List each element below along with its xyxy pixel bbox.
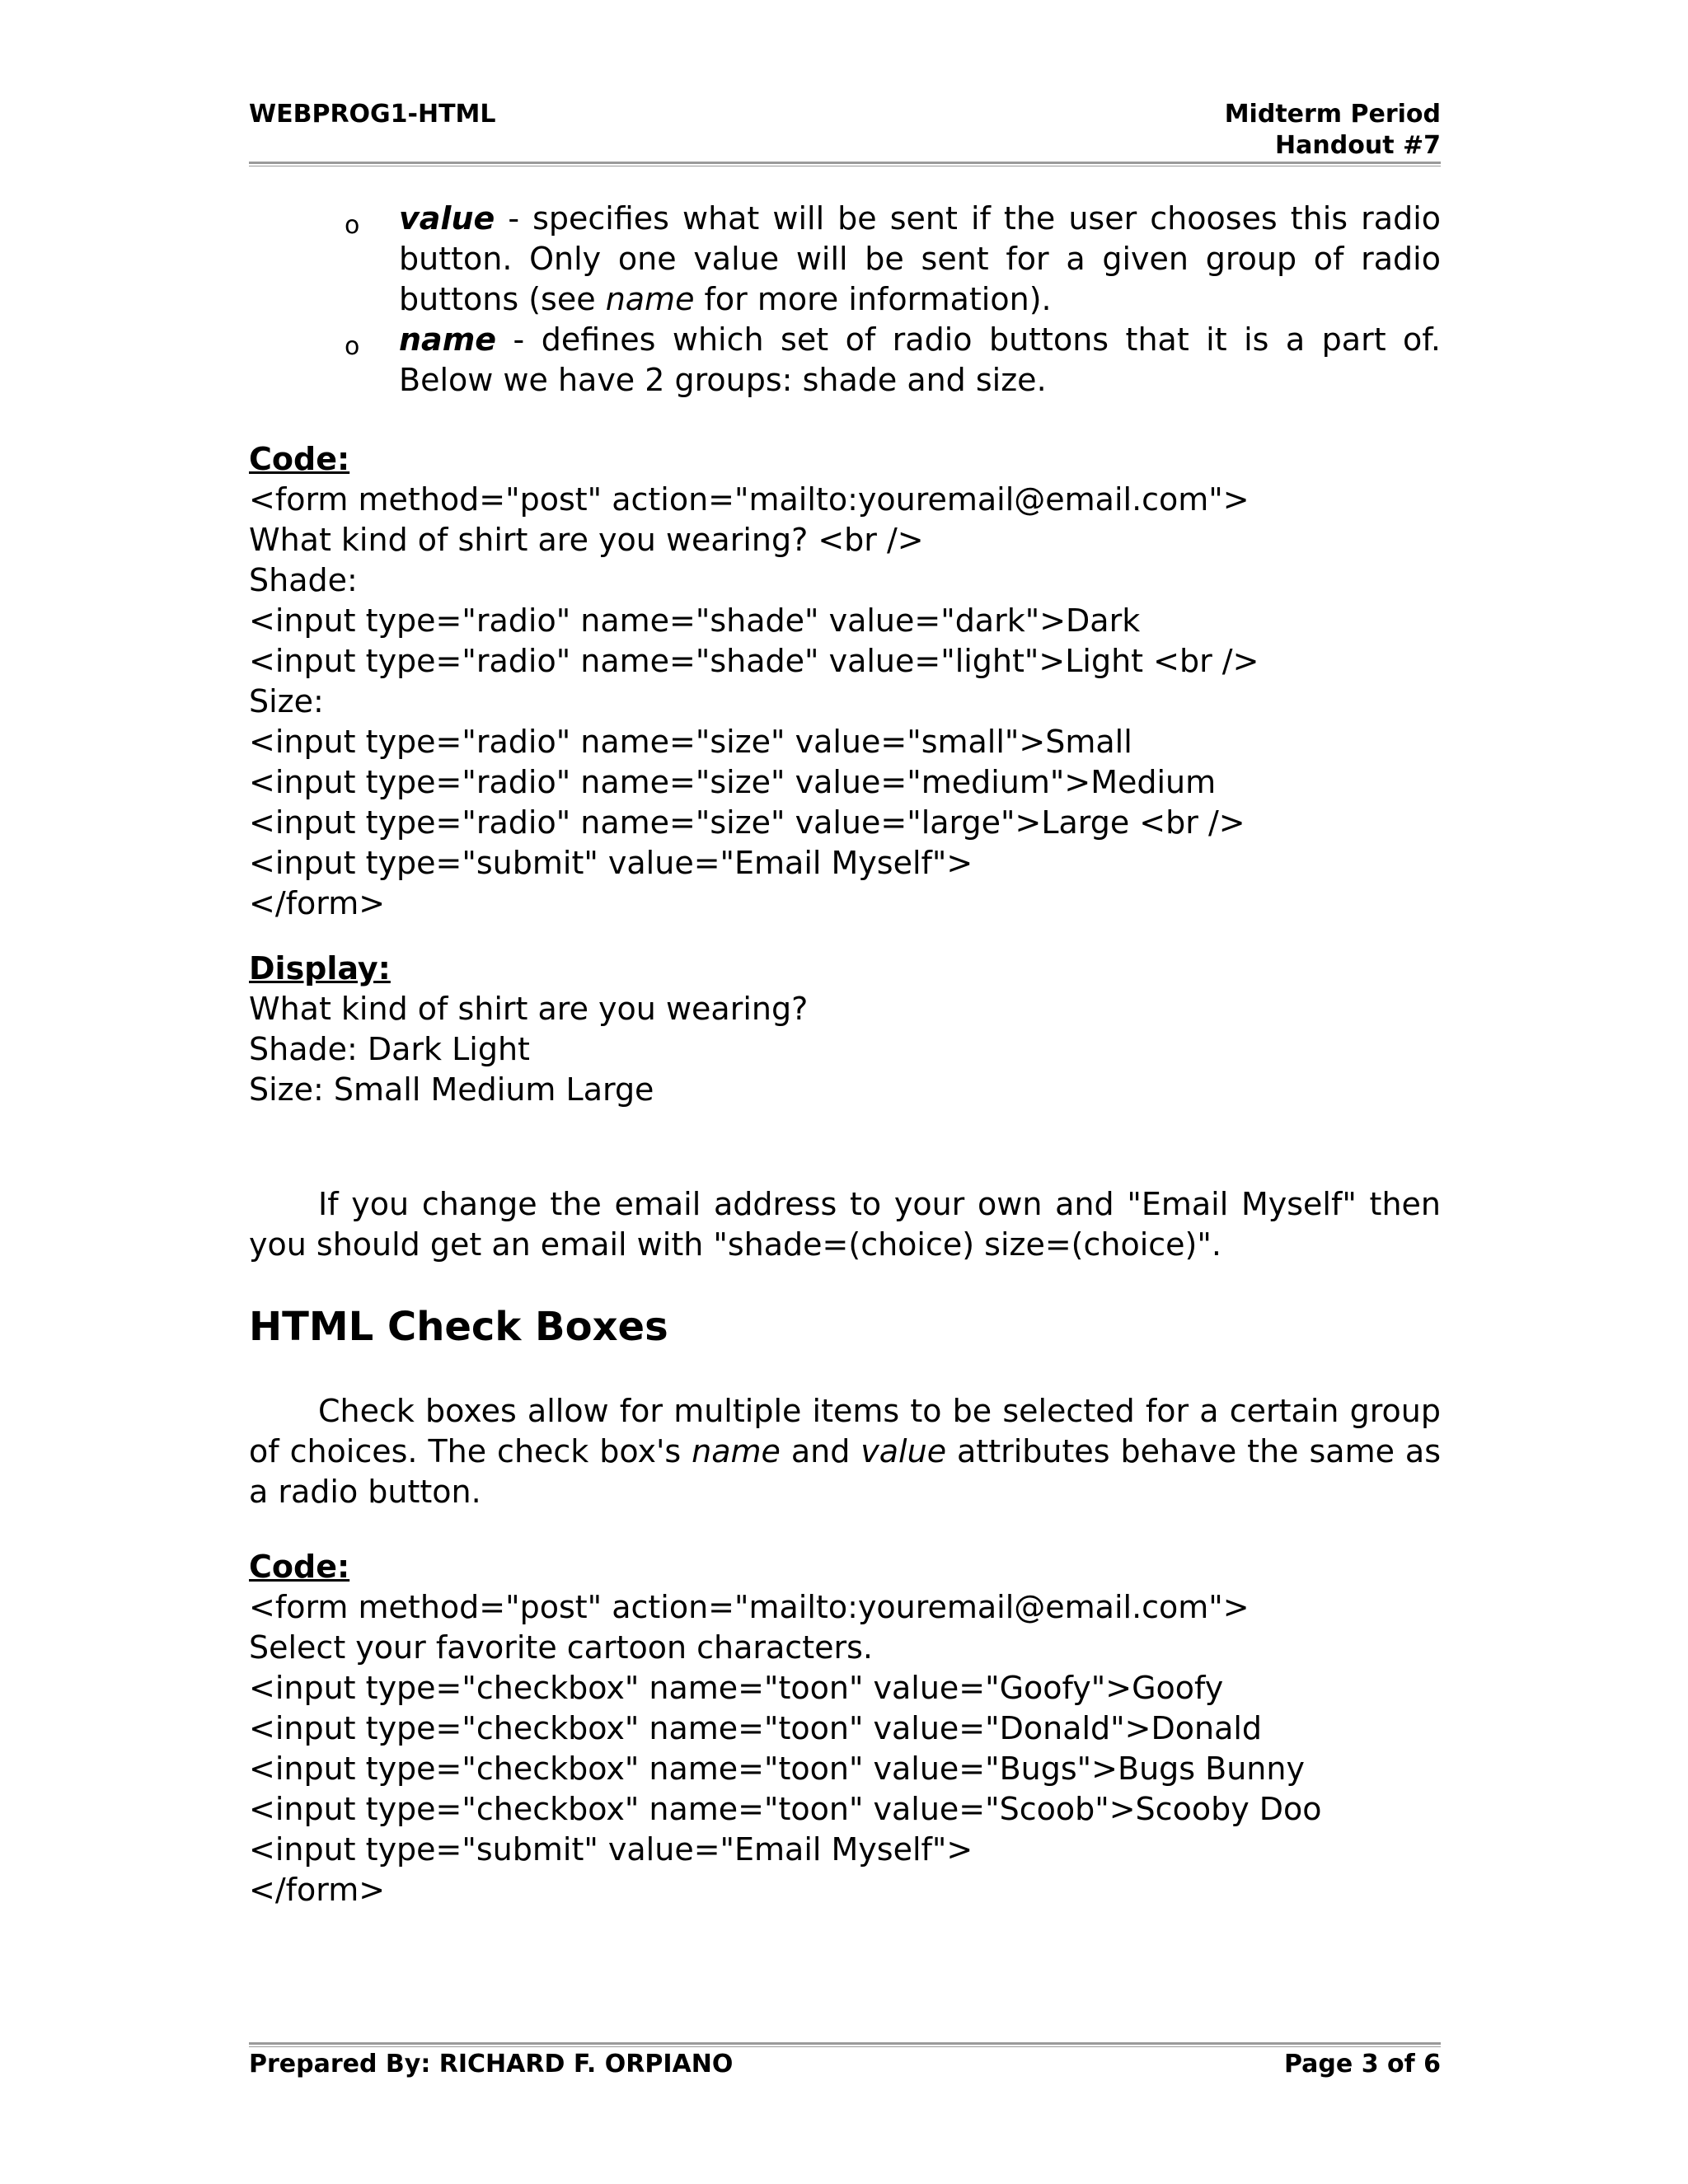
email-paragraph: If you change the email address to your own and "Email Myself" then you should get an email with "shade=(choice) size=(choice)".: [249, 1186, 1441, 1263]
code1-line: <input type="radio" name="size" value="medium">Medium: [249, 764, 1217, 800]
display-line: What kind of shirt are you wearing?: [249, 991, 809, 1027]
footer-divider: [249, 2042, 1441, 2047]
code1-line: Shade:: [249, 562, 358, 598]
code1-line: <input type="radio" name="size" value="small">Small: [249, 724, 1132, 760]
header-handout: Handout #7: [1275, 131, 1441, 160]
code-block-checkbox: [249, 1547, 1441, 1910]
code1-line: <form method="post" action="mailto:youremail@email.com">: [249, 481, 1250, 518]
code1-line: <input type="radio" name="shade" value="light">Light <br />: [249, 643, 1259, 679]
code2-line: <input type="submit" value="Email Myself">: [249, 1831, 973, 1868]
display-label: Display:: [249, 950, 391, 987]
display-line: Shade: Dark Light: [249, 1031, 530, 1067]
code-label: Code:: [249, 1549, 350, 1585]
bullet-text-end: for more information).: [694, 281, 1052, 317]
bullet-term: name: [399, 321, 497, 358]
code1-line: <input type="submit" value="Email Myself">: [249, 845, 973, 881]
header-period: Midterm Period: [1224, 100, 1441, 129]
para-text: attributes behave the same as a radio button.: [249, 1433, 1441, 1510]
display-block: [249, 949, 1441, 1110]
code2-line: Select your favorite cartoon characters.: [249, 1629, 873, 1666]
document-page: [249, 0, 1441, 2184]
para-text: and: [780, 1433, 861, 1469]
header-period-block: [1225, 99, 1441, 162]
para-italic-name: name: [692, 1433, 781, 1469]
header-course: WEBPROG1-HTML: [249, 100, 496, 129]
bullet-italic: name: [605, 281, 695, 317]
code-label: Code:: [249, 441, 350, 477]
bullet-text: - specifies what will be sent if the user chooses this radio button. Only one value will be sent for a given group of radio buttons (see: [399, 200, 1441, 317]
code2-line: <input type="checkbox" name="toon" value="Goofy">Goofy: [249, 1670, 1224, 1706]
code2-line: <input type="checkbox" name="toon" value="Bugs">Bugs Bunny: [249, 1750, 1305, 1787]
code1-line: Size:: [249, 683, 324, 719]
code2-line: <input type="checkbox" name="toon" value="Donald">Donald: [249, 1710, 1263, 1746]
footer-page-number: Page 3 of 6: [1284, 2050, 1441, 2079]
code2-line: <form method="post" action="mailto:youremail@email.com">: [249, 1589, 1250, 1625]
bullet-term: value: [399, 200, 495, 237]
attribute-bullet-list: [345, 199, 1441, 401]
code1-line: <input type="radio" name="size" value="large">Large <br />: [249, 804, 1245, 841]
bullet-circle-icon: o: [345, 332, 360, 361]
checkbox-paragraph: [249, 1391, 1441, 1512]
bullet-name: [345, 320, 1441, 401]
header-divider: [249, 162, 1441, 166]
para-text: Check boxes allow for multiple items to be selected for a certain group of choices. The check box's: [249, 1393, 1441, 1469]
code2-line: <input type="checkbox" name="toon" value="Scoob">Scooby Doo: [249, 1791, 1322, 1827]
footer-prepared-by: Prepared By: RICHARD F. ORPIANO: [249, 2050, 734, 2079]
bullet-circle-icon: o: [345, 211, 360, 240]
bullet-text: - defines which set of radio buttons that it is a part of. Below we have 2 groups: shade and size.: [399, 321, 1441, 398]
display-line: Size: Small Medium Large: [249, 1071, 654, 1108]
para-italic-value: value: [860, 1433, 947, 1469]
code1-line: <input type="radio" name="shade" value="dark">Dark: [249, 602, 1141, 639]
section-heading: HTML Check Boxes: [249, 1304, 668, 1350]
code2-line: </form>: [249, 1872, 386, 1908]
code-block-radio: [249, 439, 1441, 924]
bullet-value: [345, 199, 1441, 320]
code1-line: What kind of shirt are you wearing? <br />: [249, 522, 924, 558]
code1-line: </form>: [249, 885, 386, 921]
